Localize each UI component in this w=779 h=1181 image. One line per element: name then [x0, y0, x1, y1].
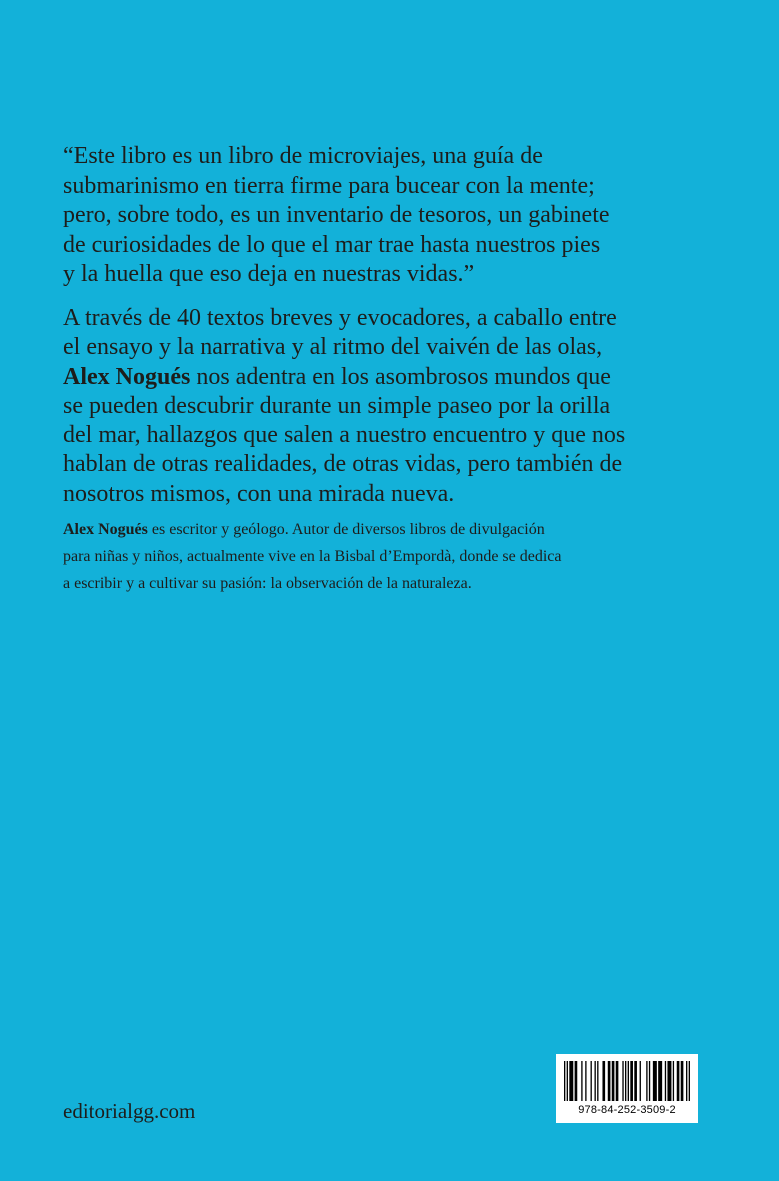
barcode-bar [616, 1061, 619, 1101]
quote-line: submarinismo en tierra firme para bucear con la mente; [63, 172, 595, 199]
barcode-bar [564, 1061, 565, 1101]
barcode-bar [569, 1061, 573, 1101]
barcode-bar [677, 1061, 680, 1101]
bio-line-text: es escritor y geólogo. Autor de diversos libros de divulgación [147, 521, 545, 538]
synopsis-line: del mar, hallazgos que salen a nuestro encuentro y que nos [63, 422, 626, 449]
barcode-bar [622, 1061, 623, 1101]
bio-author-name: Alex Nogués [63, 521, 148, 538]
barcode-bar [646, 1061, 647, 1101]
isbn-barcode [556, 1054, 698, 1123]
synopsis-line-text: nos adentra en los asombrosos mundos que [190, 363, 611, 390]
barcode-bar [630, 1061, 633, 1101]
barcode-bar [689, 1061, 690, 1101]
barcode-bar [634, 1061, 637, 1101]
synopsis-line: hablan de otras realidades, de otras vidas, pero también de [63, 451, 623, 478]
synopsis-line: A través de 40 textos breves y evocadores, a caballo entre [63, 305, 617, 331]
bio-line [63, 516, 663, 543]
bio-line: a escribir y a cultivar su pasión: la observación de la naturaleza. [63, 575, 472, 592]
synopsis-line: se pueden descubrir durante un simple paseo por la orilla [63, 392, 611, 419]
quote-line: de curiosidades de lo que el mar trae hasta nuestros pies [63, 231, 601, 258]
author-name: Alex Nogués [63, 363, 191, 390]
isbn-number: 978-84-252-3509-2 [578, 1104, 676, 1116]
barcode-bar [602, 1061, 605, 1101]
bio-line: para niñas y niños, actualmente vive en la Bisbal d’Empordà, donde se dedica [63, 548, 562, 565]
barcode-bar [653, 1061, 657, 1101]
barcode-bar [612, 1061, 615, 1101]
quote-line: pero, sobre todo, es un inventario de tesoros, un gabinete [63, 202, 610, 228]
barcode-bar [591, 1061, 592, 1101]
synopsis-line: nosotros mismos, con una mirada nueva. [63, 480, 455, 507]
barcode-bar [673, 1061, 674, 1101]
barcode-bar [585, 1061, 586, 1101]
back-cover-quote [63, 142, 743, 290]
barcode-bar [658, 1061, 662, 1101]
barcode-bar [595, 1061, 596, 1101]
barcode-bar [649, 1061, 650, 1101]
barcode-bar [567, 1061, 568, 1101]
barcode-bar [575, 1061, 578, 1101]
synopsis-line: el ensayo y la narrativa y al ritmo del vaivén de las olas, [63, 334, 603, 361]
quote-line: “Este libro es un libro de microviajes, una guía de [63, 143, 543, 169]
publisher-website: editorialgg.com [63, 1099, 196, 1123]
barcode-bar [628, 1061, 629, 1101]
synopsis-line [63, 363, 743, 392]
barcode-bars [564, 1061, 690, 1101]
barcode-bar [686, 1061, 687, 1101]
barcode-bar [581, 1061, 582, 1101]
barcode-bar [640, 1061, 641, 1101]
barcode-bar [597, 1061, 598, 1101]
synopsis-paragraph [63, 304, 743, 509]
barcode-bar [667, 1061, 671, 1101]
barcode-bar [681, 1061, 684, 1101]
quote-line: y la huella que eso deja en nuestras vidas.” [63, 261, 475, 287]
author-bio [63, 516, 663, 597]
barcode-bar [665, 1061, 666, 1101]
barcode-bar [625, 1061, 626, 1101]
barcode-bar [608, 1061, 611, 1101]
